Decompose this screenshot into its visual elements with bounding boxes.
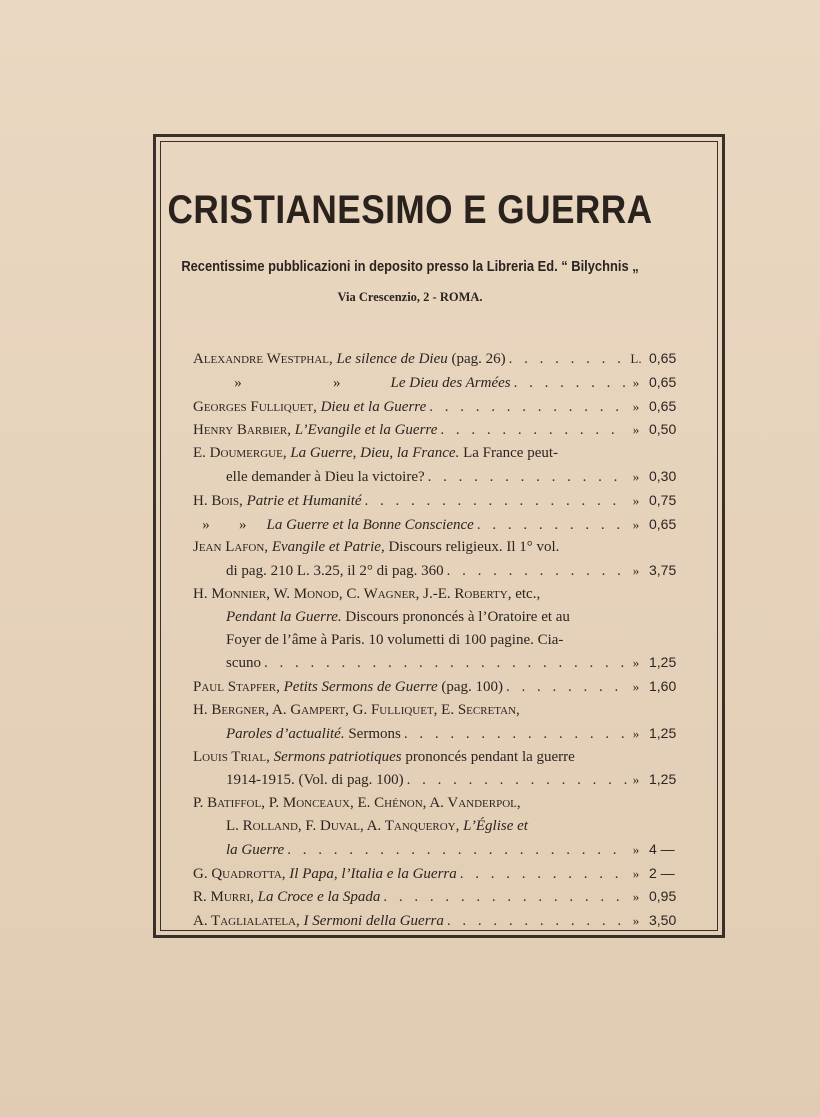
entry-title: la Guerre — [226, 841, 285, 858]
dot-leader — [511, 372, 627, 395]
dot-leader — [457, 863, 627, 886]
list-item — [193, 675, 693, 699]
entry-mark: » — [632, 655, 640, 671]
entry-title: La Croce e la Spada — [257, 889, 381, 906]
list-item — [193, 583, 693, 675]
entry-title: I Sermoni della Guerra — [303, 913, 444, 930]
entry-author: H. Monnier, W. Monod, C. Wagner, J.-E. Roberty, — [193, 585, 512, 602]
dot-leader — [503, 676, 627, 699]
entry-note: Foyer de l’âme à Paris. 10 volumetti di 100 pagine. Cia- — [226, 631, 564, 648]
entry-mark: » — [632, 841, 640, 857]
entry-note: (pag. 26) — [451, 351, 506, 367]
entry-author: Louis Trial, — [193, 748, 270, 765]
entry-title: Le silence de Dieu — [336, 351, 448, 367]
entry-title: Patrie et Humanité — [246, 492, 362, 509]
entry-mark: » — [632, 889, 640, 905]
entry-price: 2 — — [649, 864, 675, 881]
entry-note: scuno — [226, 655, 261, 672]
entry-title: Paroles d’actualité. — [226, 725, 345, 742]
page-title: CRISTIANESIMO E GUERRA — [167, 188, 653, 232]
entry-mark: » — [632, 865, 640, 881]
entry-note: elle demander à Dieu la victoire? — [226, 468, 425, 485]
entry-note: etc., — [515, 585, 541, 602]
entry-price: 0,95 — [649, 888, 677, 905]
dot-leader — [401, 723, 627, 746]
entry-price: 0,65 — [649, 373, 677, 390]
entry-note: Discours religieux. Il 1° vol. — [388, 539, 560, 556]
publisher-address: Via Crescenzio, 2 - ROMA. — [337, 290, 483, 304]
list-item — [193, 699, 693, 746]
entry-author: P. Batiffol, P. Monceaux, E. Chénon, A. Vanderpol, — [193, 795, 521, 812]
dot-leader — [437, 419, 627, 442]
entry-mark: » — [632, 398, 640, 414]
entry-author: Jean Lafon, — [193, 539, 269, 556]
list-item — [193, 347, 693, 371]
entry-price: 3,50 — [649, 912, 677, 929]
entry-price: 1,25 — [649, 654, 677, 671]
dot-leader — [380, 886, 627, 909]
entry-note: La France peut- — [463, 445, 559, 462]
entry-author: Henry Barbier, — [193, 422, 292, 439]
entry-price: 0,50 — [649, 421, 677, 438]
entry-mark: » — [632, 913, 640, 929]
entry-author: A. Taglialatela, — [193, 913, 300, 930]
list-item — [193, 489, 693, 513]
entry-price: 1,60 — [649, 678, 677, 695]
dot-leader — [404, 769, 627, 792]
page-subtitle: Recentissime pubblicazioni in deposito presso la Libreria Ed. “ Bilychnis „ — [181, 258, 639, 275]
entry-mark: » — [632, 374, 640, 390]
entry-price: 0,65 — [649, 515, 677, 532]
entry-author: E. Doumergue, — [193, 445, 287, 462]
entry-price: 1,25 — [649, 724, 677, 741]
ditto-mark: » — [202, 516, 210, 533]
list-item — [193, 792, 693, 861]
entry-author: Alexandre Westphal, — [193, 351, 333, 367]
dot-leader — [506, 348, 627, 371]
entry-price: 0,65 — [649, 350, 677, 366]
ditto-mark: » — [234, 374, 242, 391]
dot-leader — [474, 514, 627, 537]
entry-price: 4 — — [649, 840, 675, 857]
entry-title: Petits Sermons de Guerre — [283, 679, 438, 696]
list-item — [193, 442, 693, 489]
entry-title: L’Église et — [463, 817, 528, 834]
entry-title: La Guerre, Dieu, la France. — [290, 445, 460, 462]
ditto-mark: » — [333, 374, 341, 391]
entry-note: 1914-1915. (Vol. di pag. 100) — [226, 772, 404, 789]
list-item — [193, 885, 693, 909]
list-item — [193, 536, 693, 583]
entry-price: 0,30 — [649, 467, 677, 484]
list-item — [193, 418, 693, 442]
entry-note: di pag. 210 L. 3.25, il 2° di pag. 360 — [226, 563, 444, 580]
entry-mark: » — [632, 679, 640, 695]
list-item — [193, 862, 693, 886]
entry-author: G. Quadrotta, — [193, 865, 286, 882]
ditto-mark: » — [239, 516, 247, 533]
entry-title: Le Dieu des Armées — [390, 374, 511, 391]
entry-mark: » — [632, 422, 640, 438]
entry-title: Evangile et Patrie, — [271, 539, 385, 556]
entry-mark: » — [632, 725, 640, 741]
publication-list — [193, 347, 693, 933]
entry-note: prononcés pendant la guerre — [405, 748, 575, 765]
entry-author: H. Bergner, A. Gampert, G. Fulliquet, E. Secretan, — [193, 701, 520, 718]
dot-leader — [444, 560, 627, 583]
entry-title: La Guerre et la Bonne Conscience — [266, 516, 474, 533]
entry-note: Discours prononcés à l’Oratoire et au — [345, 608, 570, 625]
entry-author: Paul Stapfer, — [193, 679, 280, 696]
dot-leader — [444, 910, 627, 933]
entry-mark: L. — [630, 351, 642, 366]
entry-mark: » — [632, 563, 640, 579]
entry-author: L. Rolland, F. Duval, A. Tanqueroy, — [226, 817, 460, 834]
entry-price: 0,75 — [649, 491, 677, 508]
list-item — [193, 371, 693, 395]
entry-note: (pag. 100) — [441, 679, 504, 696]
list-item — [193, 513, 693, 537]
dot-leader — [261, 652, 627, 675]
entry-mark: » — [632, 468, 640, 484]
entry-author: H. Bois, — [193, 492, 243, 509]
entry-mark: » — [632, 772, 640, 788]
dot-leader — [362, 490, 627, 513]
list-item — [193, 909, 693, 933]
entry-title: Sermons patriotiques — [273, 748, 402, 765]
list-item — [193, 746, 693, 793]
entry-mark: » — [632, 516, 640, 532]
entry-mark: » — [632, 492, 640, 508]
entry-note: Sermons — [348, 725, 401, 742]
entry-title: Pendant la Guerre. — [226, 608, 342, 625]
entry-price: 1,25 — [649, 771, 677, 788]
entry-title: L’Evangile et la Guerre — [294, 422, 438, 439]
dot-leader — [426, 396, 627, 419]
entry-title: Dieu et la Guerre — [320, 398, 427, 415]
list-item — [193, 395, 693, 419]
entry-author: R. Murri, — [193, 889, 254, 906]
entry-price: 3,75 — [649, 562, 677, 579]
dot-leader — [284, 839, 627, 862]
entry-author: Georges Fulliquet, — [193, 398, 317, 415]
entry-title: Il Papa, l’Italia e la Guerra — [289, 865, 457, 882]
dot-leader — [425, 466, 627, 489]
entry-price: 0,65 — [649, 397, 677, 414]
